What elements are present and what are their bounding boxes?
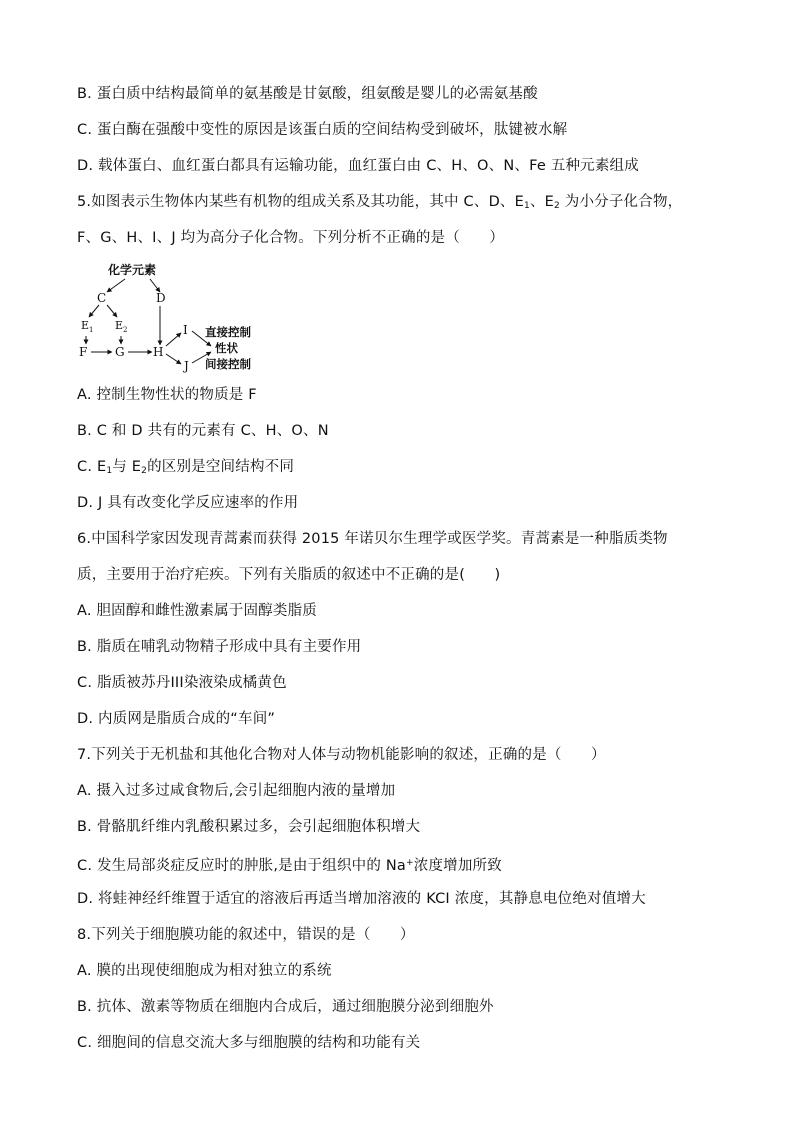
q5-subscript: 1 [524, 201, 530, 211]
q6-stem-line2: 质，主要用于治疗疟疾。下列有关脂质的叙述中不正确的是( ) [77, 567, 501, 583]
diagram-node-f: F [79, 345, 88, 359]
q8-stem: 8.下列关于细胞膜功能的叙述中，错误的是（ ） [77, 927, 415, 943]
diagram-node-elements: 化学元素 [108, 263, 157, 277]
label-trait: 性状 [215, 341, 238, 355]
q5-option-c-text: C. E [77, 459, 107, 475]
q7-option-c-text: C. 发生局部炎症反应时的肿胀,是由于组织中的 Na [77, 858, 406, 874]
e1-subscript: 1 [89, 326, 94, 334]
arrow-elements-to-c [107, 279, 125, 292]
q7-option-d: D. 将蛙神经纤维置于适宜的溶液后再适当增加溶液的 KCI 浓度，其静息电位绝对值增大 [77, 891, 646, 907]
q5-option-a: A. 控制生物性状的物质是 F [77, 387, 257, 403]
q4-option-d: D. 载体蛋白、血红蛋白都具有运输功能，血红蛋白由 C、H、O、N、Fe 五种元素组成 [77, 158, 639, 174]
q5-option-c-text: 与 E [112, 459, 142, 475]
q7-option-c [77, 853, 502, 876]
diagram-node-g: G [115, 345, 125, 359]
q7-option-c-text: 浓度增加所致 [413, 858, 502, 874]
e2-letter: E [115, 319, 124, 332]
diagram-node-h: H [153, 345, 164, 359]
q5-option-d: D. J 具有改变化学反应速率的作用 [77, 495, 299, 511]
q8-option-c: C. 细胞间的信息交流大多与细胞膜的结构和功能有关 [77, 1035, 421, 1051]
diagram-node-e2 [115, 319, 128, 334]
q7-option-c-superscript: + [406, 858, 414, 868]
q5-stem-text: 、E [529, 194, 554, 210]
arrow-c-to-e1 [89, 305, 99, 317]
q5-option-c [77, 457, 294, 481]
q5-stem-text: 为小分子化合物， [559, 194, 683, 210]
compound-relationship-diagram [70, 258, 280, 376]
diagram-node-i: I [183, 323, 188, 337]
q5-subscript: 2 [554, 201, 560, 211]
arrow-c-to-e2 [107, 305, 117, 317]
diagram-node-d: D [156, 291, 166, 305]
q6-option-b: B. 脂质在哺乳动物精子形成中具有主要作用 [77, 639, 362, 655]
q6-stem-line1: 6.中国科学家因发现青蒿素而获得 2015 年诺贝尔生理学或医学奖。青蒿素是一种脂质类物 [77, 531, 668, 547]
q4-option-c: C. 蛋白酶在强酸中变性的原因是该蛋白质的空间结构受到破坏，肽键被水解 [77, 122, 568, 138]
q7-option-a: A. 摄入过多过咸食物后,会引起细胞内液的量增加 [77, 783, 396, 799]
q5-stem-line2: F、G、H、I、J 均为高分子化合物。下列分析不正确的是（ ） [77, 230, 505, 246]
q8-option-b: B. 抗体、激素等物质在细胞内合成后，通过细胞膜分泌到细胞外 [77, 999, 494, 1015]
q5-stem-text: 5.如图表示生物体内某些有机物的组成关系及其功能，其中 C、D、E [77, 194, 524, 210]
diagram-node-j: J [184, 359, 189, 373]
q5-stem-line1 [77, 192, 682, 216]
diagram-node-e1 [81, 319, 94, 334]
q6-option-d: D. 内质网是脂质合成的“车间” [77, 711, 276, 727]
e2-subscript: 2 [123, 326, 128, 334]
q6-option-c: C. 脂质被苏丹III染液染成橘黄色 [77, 675, 287, 691]
q8-option-a: A. 膜的出现使细胞成为相对独立的系统 [77, 963, 332, 979]
q5-option-c-subscript: 2 [141, 466, 148, 476]
arrow-h-to-j [166, 354, 181, 364]
q7-stem: 7.下列关于无机盐和其他化合物对人体与动物机能影响的叙述，正确的是（ ） [77, 747, 606, 763]
q5-option-b: B. C 和 D 共有的元素有 C、H、O、N [77, 423, 329, 439]
arrow-h-to-i [166, 333, 181, 346]
diagram-node-c: C [97, 291, 107, 305]
q6-option-a: A. 胆固醇和雌性激素属于固醇类脂质 [77, 603, 317, 619]
label-indirect-control: 间接控制 [205, 357, 251, 371]
q4-option-b: B. 蛋白质中结构最简单的氨基酸是甘氨酸，组氨酸是婴儿的必需氨基酸 [77, 86, 538, 102]
q5-option-c-subscript: 1 [106, 466, 113, 476]
e1-letter: E [81, 319, 90, 332]
q5-option-c-text: 的区别是空间结构不同 [147, 459, 295, 475]
label-direct-control: 直接控制 [205, 325, 251, 339]
q7-option-b: B. 骨骼肌纤维内乳酸积累过多，会引起细胞体积增大 [77, 819, 421, 835]
